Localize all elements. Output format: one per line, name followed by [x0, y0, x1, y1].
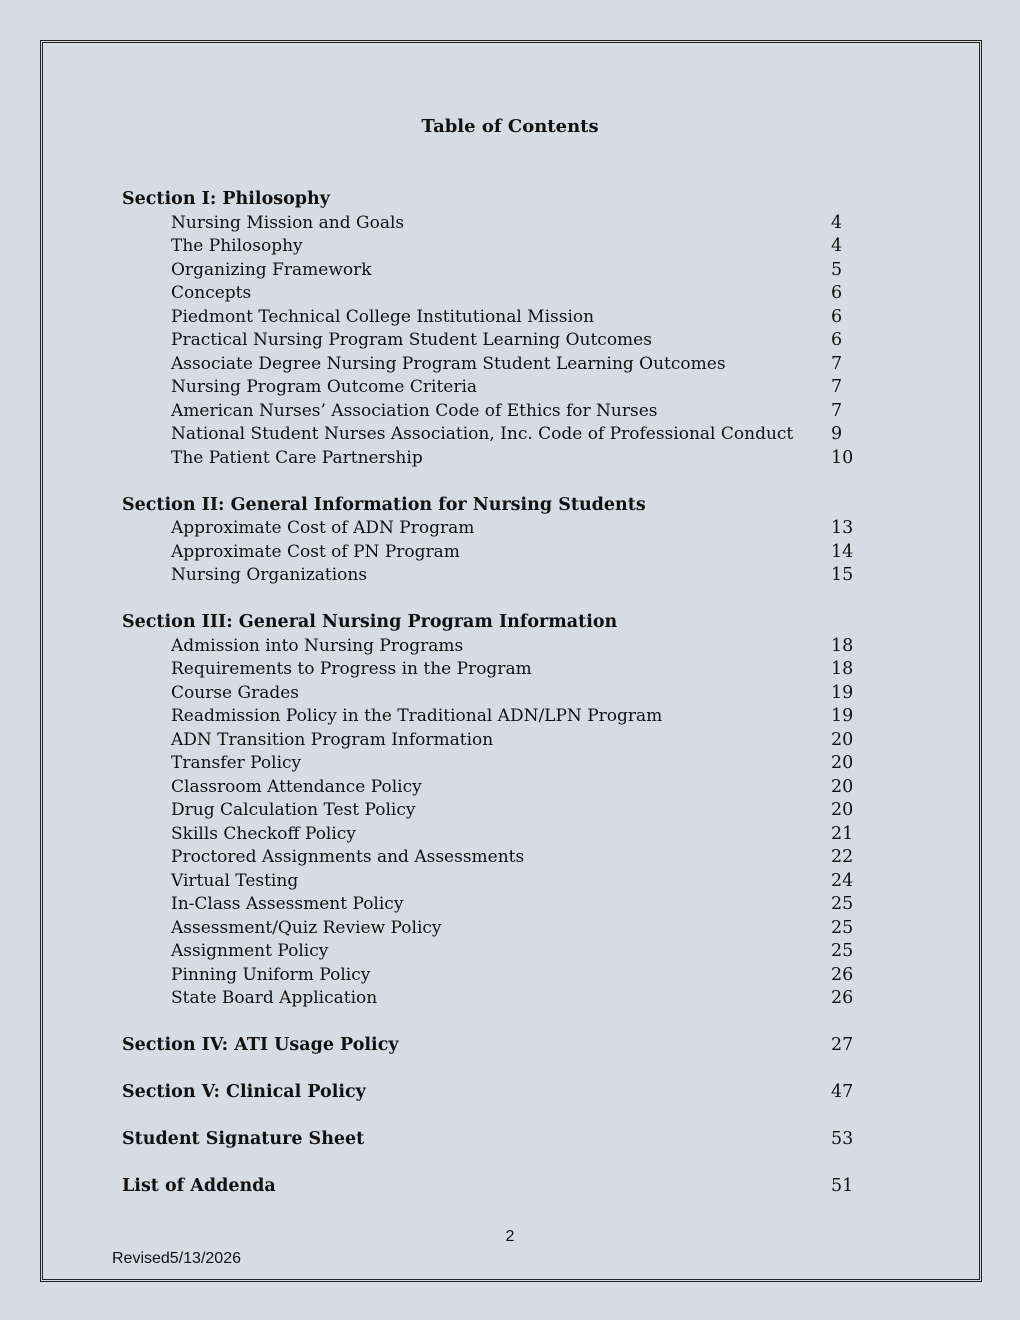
toc-entry[interactable]: Proctored Assignments and Assessments 22 — [122, 846, 882, 870]
section-spacer — [122, 470, 882, 494]
toc-entry[interactable]: Transfer Policy 20 — [122, 752, 882, 776]
toc-entry[interactable]: Virtual Testing 24 — [122, 870, 882, 894]
toc-page-number: 21 — [831, 823, 854, 844]
toc-page-number: 19 — [831, 706, 854, 726]
toc-page-number: 5 — [831, 259, 843, 280]
toc-page-number: 25 — [831, 941, 854, 961]
toc-entry[interactable]: State Board Application 26 — [122, 987, 882, 1011]
toc-page-number: 9 — [831, 424, 843, 444]
toc-entry[interactable]: National Student Nurses Association, Inc. Code of Professional Conduct 9 — [122, 423, 882, 447]
toc-entry[interactable]: Skills Checkoff Policy 21 — [122, 823, 882, 847]
toc-page-number: 47 — [831, 1082, 854, 1102]
toc-page-number: 7 — [831, 353, 843, 374]
toc-entry[interactable]: The Patient Care Partnership 10 — [122, 447, 882, 471]
toc-page-number: 20 — [831, 729, 854, 750]
toc-entry[interactable]: Piedmont Technical College Institutional Mission 6 — [122, 306, 882, 330]
toc-page-number: 7 — [831, 400, 843, 421]
section-heading-ati-usage[interactable]: Section IV: ATI Usage Policy 27 — [122, 1034, 882, 1058]
toc-entry[interactable]: Classroom Attendance Policy 20 — [122, 776, 882, 800]
toc-entry[interactable]: Assessment/Quiz Review Policy 25 — [122, 917, 882, 941]
section-spacer — [122, 1058, 882, 1082]
toc-page-number: 18 — [831, 659, 854, 679]
section-heading-program-information[interactable]: Section III: General Nursing Program Information — [122, 612, 618, 632]
toc-page-number: 13 — [831, 518, 854, 538]
section-spacer — [122, 1011, 882, 1035]
revised-date: Revised5/13/2026 — [112, 1250, 241, 1267]
toc-page-number: 6 — [831, 283, 843, 303]
toc-entry[interactable]: Assignment Policy 25 — [122, 940, 882, 964]
toc-page-number: 7 — [831, 377, 843, 397]
toc-page-number: 18 — [831, 635, 854, 656]
section-heading-signature-sheet[interactable]: Student Signature Sheet 53 — [122, 1128, 882, 1152]
toc-page-number: 53 — [831, 1129, 854, 1149]
toc-page-number: 26 — [831, 988, 854, 1008]
table-of-contents — [122, 188, 882, 1199]
toc-entry[interactable]: American Nurses’ Association Code of Ethics for Nurses 7 — [122, 400, 882, 424]
section-spacer — [122, 1152, 882, 1176]
toc-page-number: 27 — [831, 1035, 854, 1055]
toc-page-number: 24 — [831, 870, 854, 891]
toc-page-number: 4 — [831, 212, 843, 233]
toc-page-number: 25 — [831, 894, 854, 914]
section-spacer — [122, 588, 882, 612]
toc-page-number: 26 — [831, 964, 854, 985]
toc-entry[interactable]: In-Class Assessment Policy 25 — [122, 893, 882, 917]
toc-page-number: 20 — [831, 753, 854, 773]
toc-page-number: 19 — [831, 682, 854, 703]
toc-page-number: 6 — [831, 330, 843, 350]
toc-entry[interactable]: Associate Degree Nursing Program Student Learning Outcomes 7 — [122, 353, 882, 377]
toc-entry[interactable]: Pinning Uniform Policy 26 — [122, 964, 882, 988]
toc-page-number: 14 — [831, 541, 854, 562]
toc-entry[interactable]: Nursing Organizations 15 — [122, 564, 882, 588]
toc-entry[interactable]: Approximate Cost of ADN Program 13 — [122, 517, 882, 541]
toc-entry[interactable]: Course Grades 19 — [122, 682, 882, 706]
toc-title: Table of Contents — [421, 116, 599, 137]
toc-page-number: 20 — [831, 800, 854, 820]
toc-entry[interactable]: The Philosophy 4 — [122, 235, 882, 259]
toc-page-number: 15 — [831, 565, 854, 585]
section-spacer — [122, 1105, 882, 1129]
toc-page-number: 4 — [831, 236, 843, 256]
toc-entry[interactable]: Practical Nursing Program Student Learning Outcomes 6 — [122, 329, 882, 353]
toc-entry[interactable]: Approximate Cost of PN Program 14 — [122, 541, 882, 565]
section-heading-addenda[interactable]: List of Addenda 51 — [122, 1175, 882, 1199]
toc-entry[interactable]: Admission into Nursing Programs 18 — [122, 635, 882, 659]
toc-entry[interactable]: ADN Transition Program Information 20 — [122, 729, 882, 753]
toc-entry[interactable]: Nursing Mission and Goals 4 — [122, 212, 882, 236]
section-heading-general-information[interactable]: Section II: General Information for Nursing Students — [122, 494, 646, 515]
toc-entry[interactable]: Organizing Framework 5 — [122, 259, 882, 283]
section-heading-clinical-policy[interactable]: Section V: Clinical Policy 47 — [122, 1081, 882, 1105]
toc-page-number: 51 — [831, 1176, 854, 1196]
toc-page-number: 25 — [831, 917, 854, 938]
toc-page-number: 22 — [831, 847, 854, 867]
toc-entry[interactable]: Nursing Program Outcome Criteria 7 — [122, 376, 882, 400]
toc-entry[interactable]: Drug Calculation Test Policy 20 — [122, 799, 882, 823]
toc-entry[interactable]: Concepts 6 — [122, 282, 882, 306]
toc-page-number: 10 — [831, 447, 854, 468]
page-number: 2 — [505, 1228, 515, 1245]
toc-entry[interactable]: Requirements to Progress in the Program 18 — [122, 658, 882, 682]
toc-page-number: 20 — [831, 776, 854, 797]
toc-page-number: 6 — [831, 306, 843, 327]
toc-entry[interactable]: Readmission Policy in the Traditional ADN/LPN Program 19 — [122, 705, 882, 729]
section-heading-philosophy[interactable]: Section I: Philosophy — [122, 189, 330, 209]
